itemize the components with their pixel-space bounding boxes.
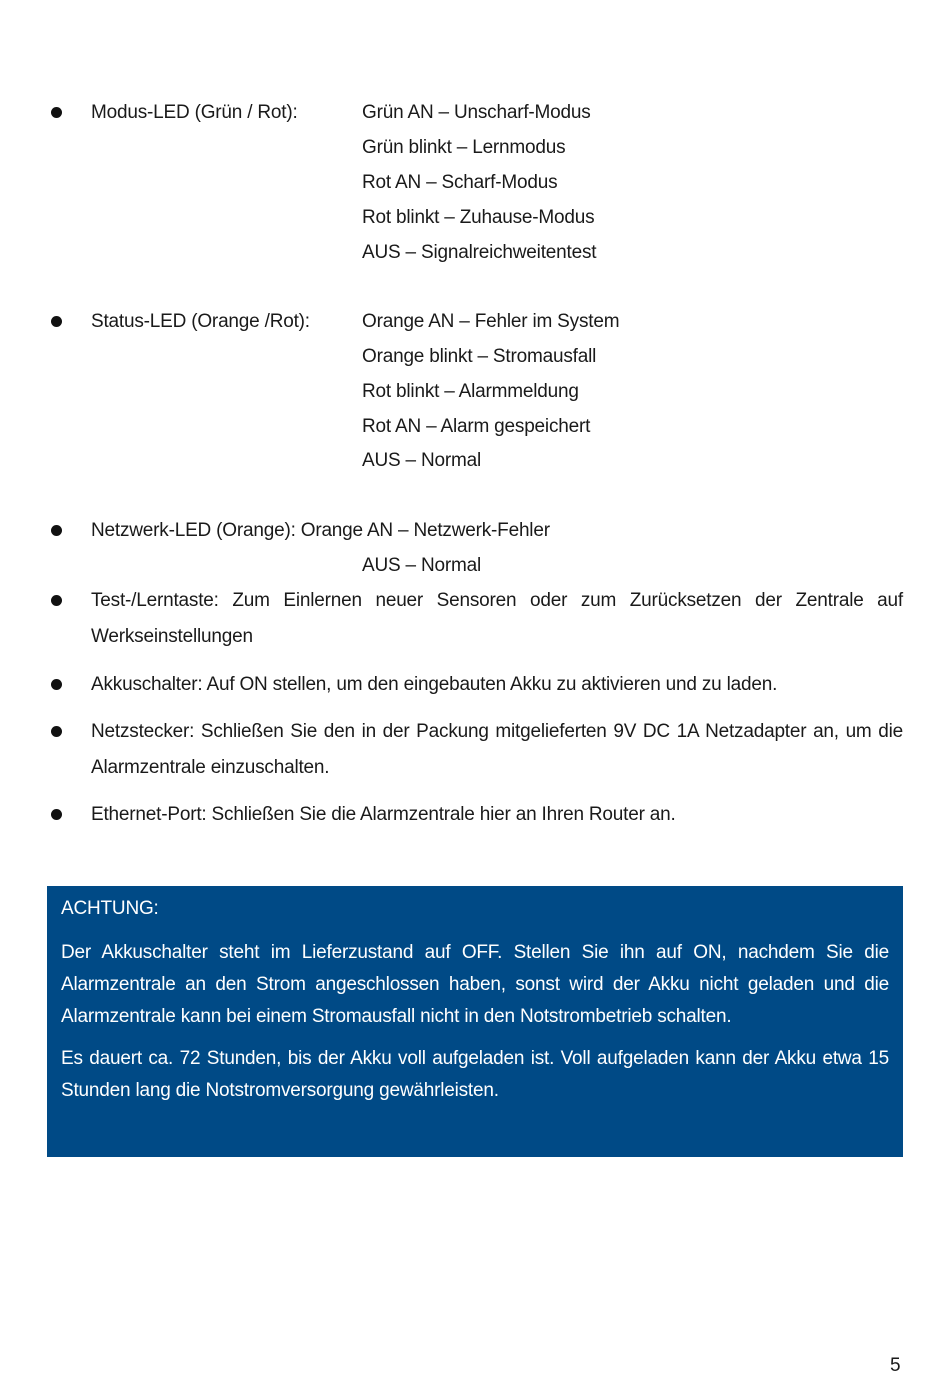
warning-notice-box: [47, 886, 903, 1157]
bullet-icon: [51, 595, 62, 606]
modus-led-value: Grün AN – Unscharf-Modus: [362, 102, 591, 123]
status-led-label: Status-LED (Orange /Rot):: [91, 311, 310, 332]
item-netzstecker: Netzstecker: Schließen Sie den in der Packung mitgelieferten 9V DC 1A Netzadapter an, um die Alarmzentrale einzuschalten.: [91, 721, 903, 778]
status-led-value: Orange AN – Fehler im System: [362, 311, 620, 332]
item-akkuschalter: Akkuschalter: Auf ON stellen, um den eingebauten Akku zu aktivieren und zu laden.: [91, 674, 778, 695]
status-led-value: AUS – Normal: [362, 450, 482, 471]
modus-led-label: Modus-LED (Grün / Rot):: [91, 102, 298, 123]
bullet-icon: [51, 809, 62, 820]
bullet-icon: [51, 316, 62, 327]
notice-title: ACHTUNG:: [61, 898, 159, 919]
bullet-icon: [51, 107, 62, 118]
modus-led-value: Grün blinkt – Lernmodus: [362, 137, 566, 158]
modus-led-value: Rot blinkt – Zuhause-Modus: [362, 207, 595, 228]
netzwerk-led-value: AUS – Normal: [362, 555, 482, 576]
notice-paragraph: Der Akkuschalter steht im Lieferzustand auf OFF. Stellen Sie ihn auf ON, nachdem Sie die Alarmzentrale an den Strom angeschlossen haben, sonst wird der Akku nicht geladen und die Alarmzentrale kann bei einem Stromausfall nicht in den Notstrombetrieb schalten.: [61, 942, 889, 1027]
bullet-icon: [51, 525, 62, 536]
bullet-icon: [51, 679, 62, 690]
status-led-value: Orange blinkt – Stromausfall: [362, 346, 597, 367]
modus-led-value: Rot AN – Scharf-Modus: [362, 172, 558, 193]
bullet-icon: [51, 726, 62, 737]
page-number: 5: [890, 1355, 901, 1376]
netzwerk-led-label: Netzwerk-LED (Orange): Orange AN – Netzwerk-Fehler: [91, 520, 550, 541]
modus-led-value: AUS – Signalreichweitentest: [362, 242, 597, 263]
notice-paragraph: Es dauert ca. 72 Stunden, bis der Akku voll aufgeladen ist. Voll aufgeladen kann der Akku etwa 15 Stunden lang die Notstromversorgung gewährleisten.: [61, 1048, 889, 1101]
status-led-value: Rot AN – Alarm gespeichert: [362, 416, 591, 437]
item-ethernet-port: Ethernet-Port: Schließen Sie die Alarmzentrale hier an Ihren Router an.: [91, 804, 676, 825]
item-test-lerntaste: Test-/Lerntaste: Zum Einlernen neuer Sensoren oder zum Zurücksetzen der Zentrale auf Werkseinstellungen: [91, 590, 903, 647]
status-led-value: Rot blinkt – Alarmmeldung: [362, 381, 579, 402]
